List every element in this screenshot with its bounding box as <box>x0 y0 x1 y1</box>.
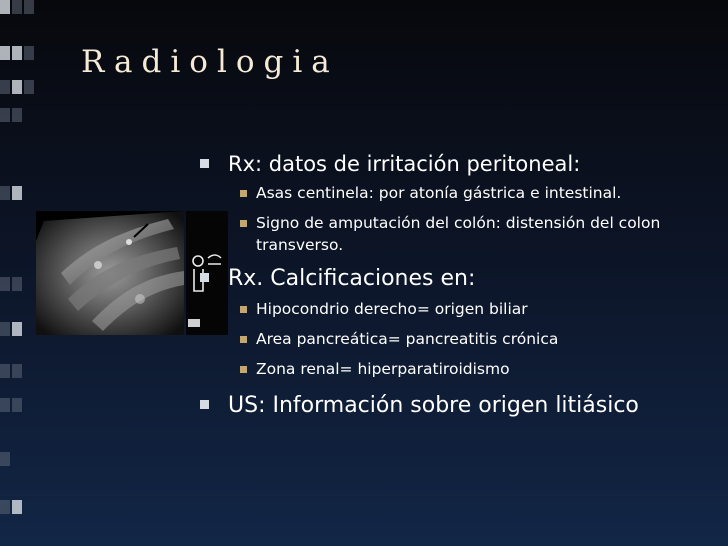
bullet-item-rx-irritacion <box>200 146 728 182</box>
sub-bullet-area-pancreatica <box>200 328 728 358</box>
sub-bullet-hipocondrio <box>200 298 728 328</box>
sub-bullet-text: Hipocondrio derecho= origen biliar <box>256 300 528 318</box>
bullet-text: Rx. Calcificaciones en: <box>228 266 476 291</box>
bullet-list <box>200 146 728 424</box>
square-bullet-icon <box>240 366 247 373</box>
sub-bullet-signo-amputacion <box>200 212 728 260</box>
sub-bullet-zona-renal <box>200 358 728 388</box>
ultrasound-graphic <box>36 211 184 335</box>
bullet-item-us-litiasico <box>200 388 728 424</box>
ultrasound-image <box>36 211 184 335</box>
square-bullet-icon <box>240 220 247 227</box>
square-bullet-icon <box>200 400 209 409</box>
square-bullet-icon <box>240 336 247 343</box>
sub-bullet-text: Asas centinela: por atonía gástrica e intestinal. <box>256 184 622 202</box>
sub-bullet-text: Area pancreática= pancreatitis crónica <box>256 330 559 348</box>
slide-title: Radiologia <box>81 44 339 80</box>
sub-bullet-text: Signo de amputación del colón: distensión del colon transverso. <box>256 214 661 254</box>
decorative-square-grid <box>0 0 36 546</box>
square-bullet-icon <box>200 159 209 168</box>
bullet-text: US: Información sobre origen litiásico <box>228 393 639 418</box>
bullet-item-calcificaciones <box>200 260 728 298</box>
square-bullet-icon <box>240 190 247 197</box>
square-bullet-icon <box>200 273 209 282</box>
sub-bullet-asas-centinela <box>200 182 728 212</box>
square-bullet-icon <box>240 306 247 313</box>
bullet-text: Rx: datos de irritación peritoneal: <box>228 152 581 176</box>
sub-bullet-text: Zona renal= hiperparatiroidismo <box>256 360 510 378</box>
